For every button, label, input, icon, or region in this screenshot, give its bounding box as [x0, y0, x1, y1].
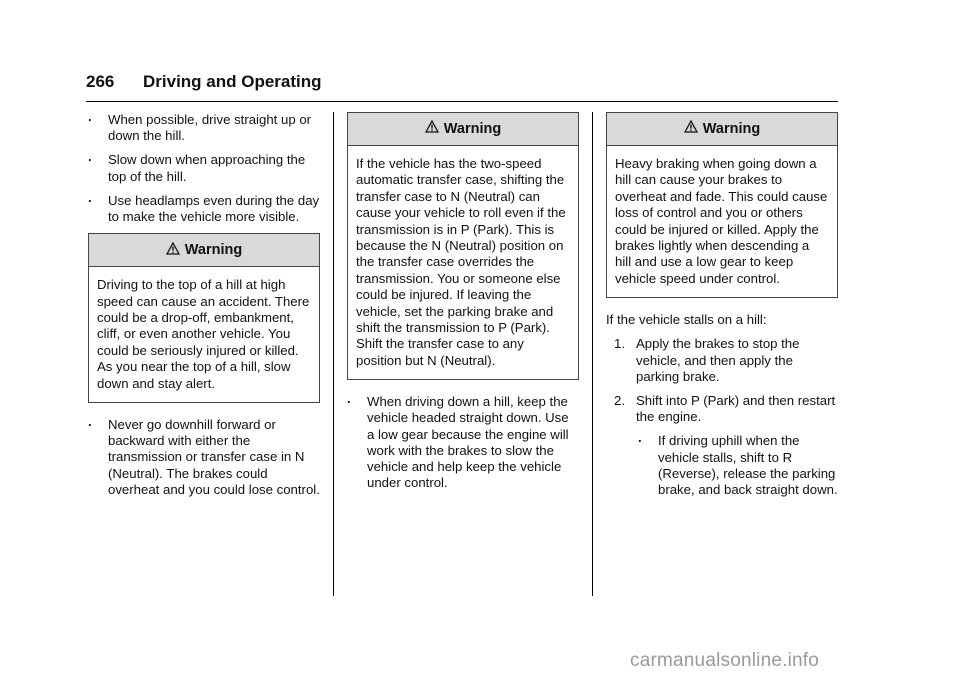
- step-text: Shift into P (Park) and then restart the engine.: [636, 393, 836, 425]
- bullet-text: When possible, drive straight up or down the hill.: [108, 112, 312, 144]
- warning-text: If the vehicle has the two-speed automatic transfer case, shifting the transfer case to N (Neutral) can cause your vehicle to roll even if the transmission is in P (Park). This is because the N (Neutral) position on the transfer case overrides the transmission. You or someone else could be injured. If leaving the vehicle, set the parking brake and shift the transmission to P (Park). Shift the transfer case to any position but N (Neutral).: [356, 156, 566, 368]
- list-item: [88, 189, 320, 225]
- warning-title: Warning: [702, 120, 761, 137]
- column-3: [606, 112, 838, 506]
- column-divider: [592, 112, 593, 596]
- bullet-marker: .: [638, 430, 642, 446]
- warning-header: [348, 113, 578, 146]
- bullet-marker: .: [88, 149, 92, 165]
- bullet-marker: .: [88, 414, 92, 430]
- column-1: [88, 109, 320, 506]
- step-number: 1.: [614, 336, 625, 352]
- column-2: [347, 112, 579, 500]
- stall-intro: If the vehicle stalls on a hill:: [606, 312, 767, 328]
- section-title: Driving and Operating: [143, 72, 322, 91]
- warning-triangle-icon: [425, 120, 439, 137]
- list-item: [88, 109, 320, 144]
- bullet-marker: .: [347, 391, 351, 407]
- bullet-text: Use headlamps even during the day to make the vehicle more visible.: [108, 192, 320, 225]
- step-number: 2.: [614, 393, 625, 409]
- warning-text: Heavy braking when going down a hill can cause your brakes to overheat and fade. This could cause loss of control and you or others could be injured or killed. Apply the brakes lightly when descending a hill and use a low gear to keep vehicle speed under control.: [615, 156, 828, 286]
- bullet-text: Slow down when approaching the top of the hill.: [108, 152, 306, 184]
- warning-header: [607, 113, 837, 146]
- page-header: [86, 72, 838, 102]
- step-text: Apply the brakes to stop the vehicle, and then apply the parking brake.: [636, 336, 800, 384]
- list-item: [347, 391, 579, 491]
- warning-title: Warning: [184, 242, 243, 259]
- list-item: [606, 336, 838, 385]
- page-number: 266: [86, 72, 115, 91]
- column-divider: [333, 112, 334, 596]
- bullet-text: Never go downhill forward or backward with either the transmission or transfer case in N (Neutral). The brakes could overheat and you could lose control.: [108, 417, 320, 497]
- warning-header: [89, 234, 319, 267]
- list-item: [606, 393, 838, 425]
- warning-box: [347, 112, 579, 380]
- bullet-text: When driving down a hill, keep the vehicle headed straight down. Use a low gear because the engine will work with the brakes to slow the vehicle and help keep the vehicle under control.: [367, 394, 569, 491]
- warning-box: [88, 233, 320, 403]
- list-item: [606, 430, 838, 498]
- warning-box: [606, 112, 838, 298]
- warning-text: Driving to the top of a hill at high speed can cause an accident. There could be a drop-off, embankment, cliff, or even another vehicle. You could be seriously injured or killed. As you near the top of a hill, slow down and stay alert.: [97, 277, 310, 391]
- warning-triangle-icon: [166, 242, 180, 259]
- list-item: [88, 149, 320, 184]
- watermark: carmanualsonline.info: [630, 650, 820, 671]
- bullet-text: If driving uphill when the vehicle stalls, shift to R (Reverse), release the parking brake, and back straight down.: [658, 433, 838, 498]
- warning-title: Warning: [443, 120, 502, 137]
- list-item: [88, 414, 320, 498]
- bullet-marker: .: [88, 189, 92, 205]
- bullet-marker: .: [88, 109, 92, 124]
- warning-triangle-icon: [684, 120, 698, 137]
